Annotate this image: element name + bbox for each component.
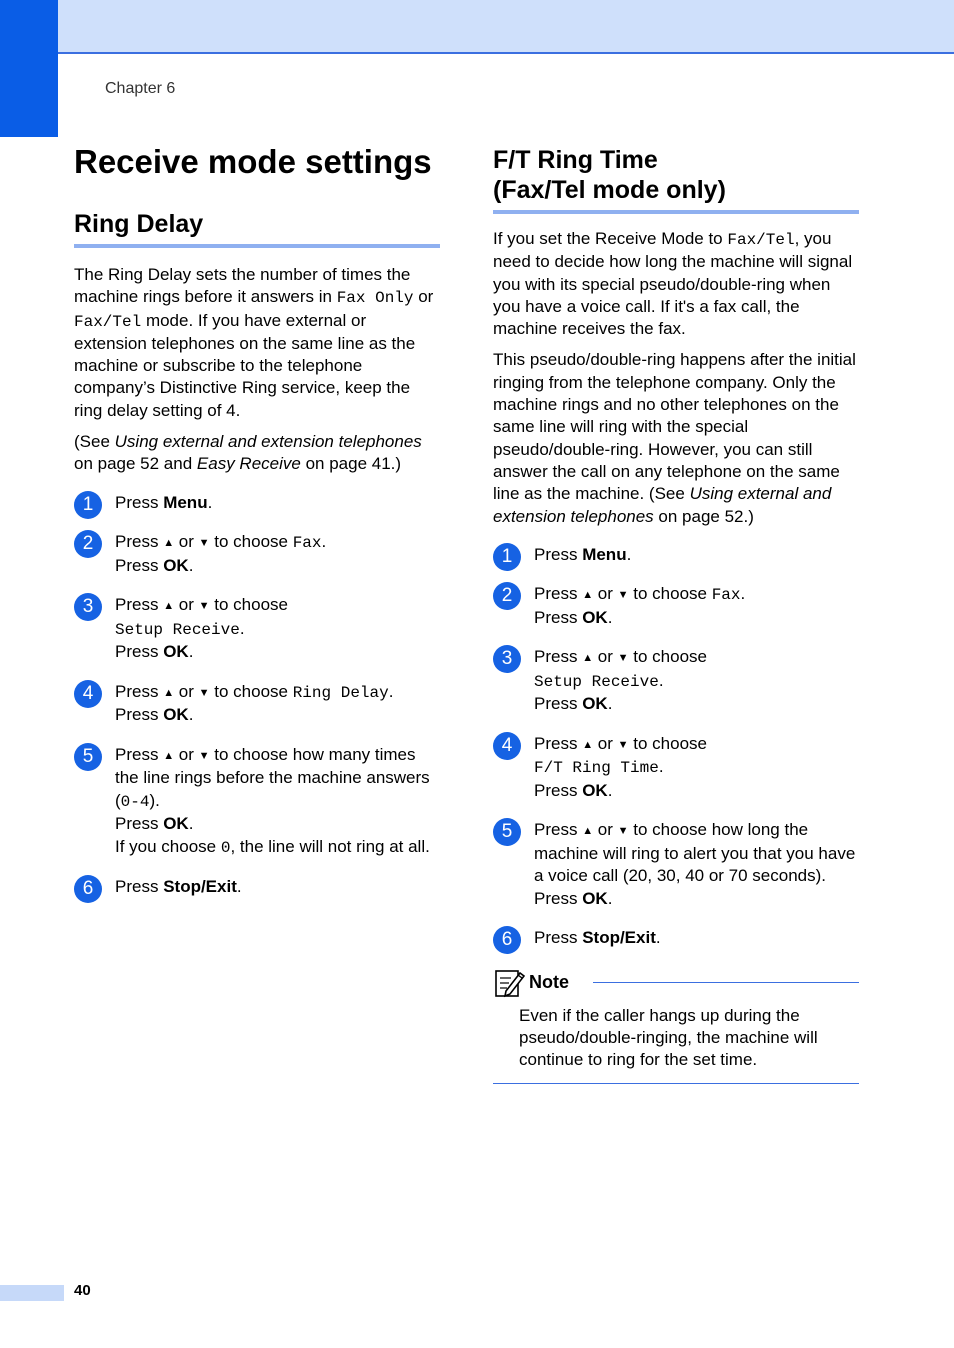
up-arrow-icon: ▲: [582, 738, 594, 751]
step-text: If you choose: [115, 836, 221, 856]
step-text: , the line will not ring at all.: [230, 836, 430, 856]
intro-text: If you set the Receive Mode to: [493, 229, 728, 248]
ring-delay-section: [74, 209, 440, 899]
section-rule: [493, 210, 859, 214]
step-text: or: [593, 584, 618, 604]
step-number-icon: 3: [493, 645, 521, 673]
step-number-icon: 1: [74, 491, 102, 519]
step-text: ).: [149, 790, 160, 810]
section-title-ring-delay: Ring Delay: [74, 210, 204, 238]
step-text: .: [607, 694, 613, 714]
note-pencil-icon: [493, 967, 525, 999]
step-text: Press: [115, 814, 164, 834]
step-text: Press: [534, 820, 583, 840]
key-ok: OK: [582, 888, 608, 908]
xref-external-telephones[interactable]: Using external and extension telephones: [114, 432, 422, 452]
step-number-icon: 2: [493, 582, 521, 610]
key-stop-exit: Stop/Exit: [163, 877, 237, 897]
see-text: on page 52 and: [74, 454, 197, 474]
details-text: This pseudo/double-ring happens after the initial ringing from the telephone company. Only the machine rings and no other telephones on the same line will ring with the special pseudo/double-ring. However, you can still answer the call on any telephone on the same line as the machine. (See: [493, 350, 856, 504]
down-arrow-icon: ▼: [617, 738, 629, 751]
chapter-label: Chapter 6: [105, 80, 176, 97]
key-stop-exit: Stop/Exit: [582, 928, 656, 948]
intro-text: The Ring Delay sets the number of times the machine rings before it answers in: [74, 265, 411, 307]
step-number-icon: 4: [493, 732, 521, 760]
see-text: on page 41.): [300, 454, 402, 474]
step-number-icon: 5: [74, 743, 102, 771]
step-number-icon: 3: [74, 593, 102, 621]
step-text: Press: [534, 780, 583, 800]
step-6: [74, 876, 440, 899]
code-fax-only: Fax Only: [336, 289, 414, 308]
step-text: .: [658, 670, 664, 690]
step-number-icon: 6: [493, 926, 521, 954]
step-text: or: [174, 744, 199, 764]
code-fax-tel: Fax/Tel: [74, 312, 142, 331]
note-box: [493, 967, 859, 1084]
step-1: [493, 544, 859, 567]
ring-delay-steps: [74, 492, 440, 899]
note-header: [493, 967, 859, 999]
step-text: to choose: [209, 532, 293, 552]
step-6: [493, 927, 859, 950]
step-number-icon: 4: [74, 680, 102, 708]
step-text: .: [626, 544, 632, 564]
step-text: .: [207, 492, 213, 512]
step-text: to choose: [209, 681, 293, 701]
code-setup-receive: Setup Receive: [115, 620, 240, 639]
step-text: Press: [115, 681, 164, 701]
intro-text: mode. If you have external or extension telephones on the same line as the machine or subscribe to the telephone company’s Distinctive Ring service, keep the ring delay setting of 4.: [74, 310, 416, 420]
step-text: .: [655, 928, 661, 948]
step-text: .: [188, 555, 194, 575]
step-text: .: [607, 607, 613, 627]
step-text: or: [174, 595, 199, 615]
step-5: [493, 819, 859, 910]
section-title-ft-ring-time: [493, 145, 859, 205]
step-2: [74, 531, 440, 577]
header-band: [0, 0, 954, 54]
key-ok: OK: [163, 705, 189, 725]
step-text: Press: [115, 744, 164, 764]
key-ok: OK: [582, 694, 608, 714]
step-text: Press: [115, 595, 164, 615]
page-title: Receive mode settings: [74, 143, 432, 180]
ft-ring-time-section: [493, 145, 859, 1084]
step-text: or: [593, 820, 618, 840]
step-text: Press: [115, 877, 164, 897]
up-arrow-icon: ▲: [582, 825, 594, 838]
step-text: or: [174, 532, 199, 552]
step-text: .: [321, 532, 327, 552]
ft-steps: [493, 544, 859, 950]
step-text: to choose: [209, 595, 288, 615]
step-text: Press: [534, 928, 583, 948]
up-arrow-icon: ▲: [163, 749, 175, 762]
code-ft-ring-time: F/T Ring Time: [534, 759, 659, 778]
step-number-icon: 2: [74, 530, 102, 558]
step-1: [74, 492, 440, 515]
step-number-icon: 6: [74, 875, 102, 903]
note-divider: [593, 982, 859, 983]
step-4: [493, 733, 859, 803]
up-arrow-icon: ▲: [163, 686, 175, 699]
footer-tab: [0, 1285, 64, 1301]
down-arrow-icon: ▼: [198, 686, 210, 699]
note-label: Note: [529, 972, 569, 993]
down-arrow-icon: ▼: [617, 589, 629, 602]
step-text: to choose: [628, 584, 712, 604]
page-number: 40: [74, 1282, 91, 1299]
code-setup-receive: Setup Receive: [534, 672, 659, 691]
step-text: .: [188, 814, 194, 834]
code-fax: Fax: [711, 586, 741, 605]
step-text: Press: [115, 555, 164, 575]
title-line: F/T Ring Time: [493, 146, 658, 174]
xref-external-telephones[interactable]: Using external and extension telephones: [493, 484, 832, 526]
step-text: Press: [115, 705, 164, 725]
key-ok: OK: [582, 780, 608, 800]
step-number-icon: 5: [493, 818, 521, 846]
code-fax: Fax: [292, 534, 322, 553]
code-fax-tel: Fax/Tel: [727, 231, 795, 249]
key-ok: OK: [163, 814, 189, 834]
details-text: on page 52.): [653, 506, 754, 526]
step-text: to choose: [628, 733, 707, 753]
step-text: or: [593, 733, 618, 753]
step-3: [74, 594, 440, 664]
step-text: Press: [534, 647, 583, 667]
see-text: (See: [74, 432, 115, 452]
step-text: .: [388, 681, 394, 701]
step-text: .: [236, 877, 242, 897]
step-5: [74, 744, 440, 860]
step-text: to choose how many times the line rings before the machine answers (: [115, 744, 430, 810]
note-text: Even if the caller hangs up during the pseudo/double-ringing, the machine will continue to ring for the set time.: [519, 1005, 818, 1070]
intro-text: or: [413, 287, 434, 307]
step-number-icon: 1: [493, 543, 521, 571]
code-zero: 0: [220, 838, 231, 857]
step-text: .: [607, 888, 613, 908]
step-text: Press: [115, 642, 164, 662]
step-text: or: [593, 647, 618, 667]
key-ok: OK: [582, 607, 608, 627]
up-arrow-icon: ▲: [163, 600, 175, 613]
step-text: .: [188, 705, 194, 725]
ft-intro: [493, 228, 859, 340]
step-text: .: [188, 642, 194, 662]
key-menu: Menu: [582, 544, 627, 564]
step-3: [493, 646, 859, 716]
down-arrow-icon: ▼: [198, 600, 210, 613]
code-range: 0-4: [120, 792, 150, 811]
key-menu: Menu: [163, 492, 208, 512]
step-text: to choose: [628, 647, 707, 667]
note-bottom-rule: [493, 1083, 859, 1084]
step-text: .: [239, 618, 245, 638]
up-arrow-icon: ▲: [163, 537, 175, 550]
step-text: Press: [534, 607, 583, 627]
section-rule: [74, 244, 440, 248]
step-text: or: [174, 681, 199, 701]
xref-easy-receive[interactable]: Easy Receive: [196, 454, 301, 474]
step-text: .: [740, 584, 746, 604]
up-arrow-icon: ▲: [582, 589, 594, 602]
step-text: Press: [534, 694, 583, 714]
down-arrow-icon: ▼: [617, 652, 629, 665]
step-text: Press: [534, 888, 583, 908]
key-ok: OK: [163, 642, 189, 662]
ring-delay-see-also: [74, 431, 440, 476]
step-text: Press: [115, 492, 164, 512]
step-4: [74, 681, 440, 727]
ring-delay-intro: [74, 264, 440, 422]
intro-text: , you need to decide how long the machine will signal you with its special pseudo/double-ring when you have a voice call. If it's a fax call, the machine receives the fax.: [493, 229, 853, 339]
key-ok: OK: [163, 555, 189, 575]
step-2: [493, 583, 859, 629]
chapter-tab: [0, 0, 58, 137]
step-text: Press: [534, 544, 583, 564]
step-text: .: [658, 757, 664, 777]
step-text: Press: [534, 733, 583, 753]
step-text: .: [607, 780, 613, 800]
ft-details: [493, 349, 859, 527]
title-line: (Fax/Tel mode only): [493, 176, 726, 204]
up-arrow-icon: ▲: [582, 652, 594, 665]
down-arrow-icon: ▼: [198, 749, 210, 762]
code-ring-delay: Ring Delay: [292, 683, 389, 702]
step-text: Press: [115, 532, 164, 552]
step-text: to choose how long the machine will ring to alert you that you have a voice call (20, 30, 40 or 70 seconds).: [534, 820, 856, 886]
down-arrow-icon: ▼: [198, 537, 210, 550]
step-text: Press: [534, 584, 583, 604]
down-arrow-icon: ▼: [617, 825, 629, 838]
